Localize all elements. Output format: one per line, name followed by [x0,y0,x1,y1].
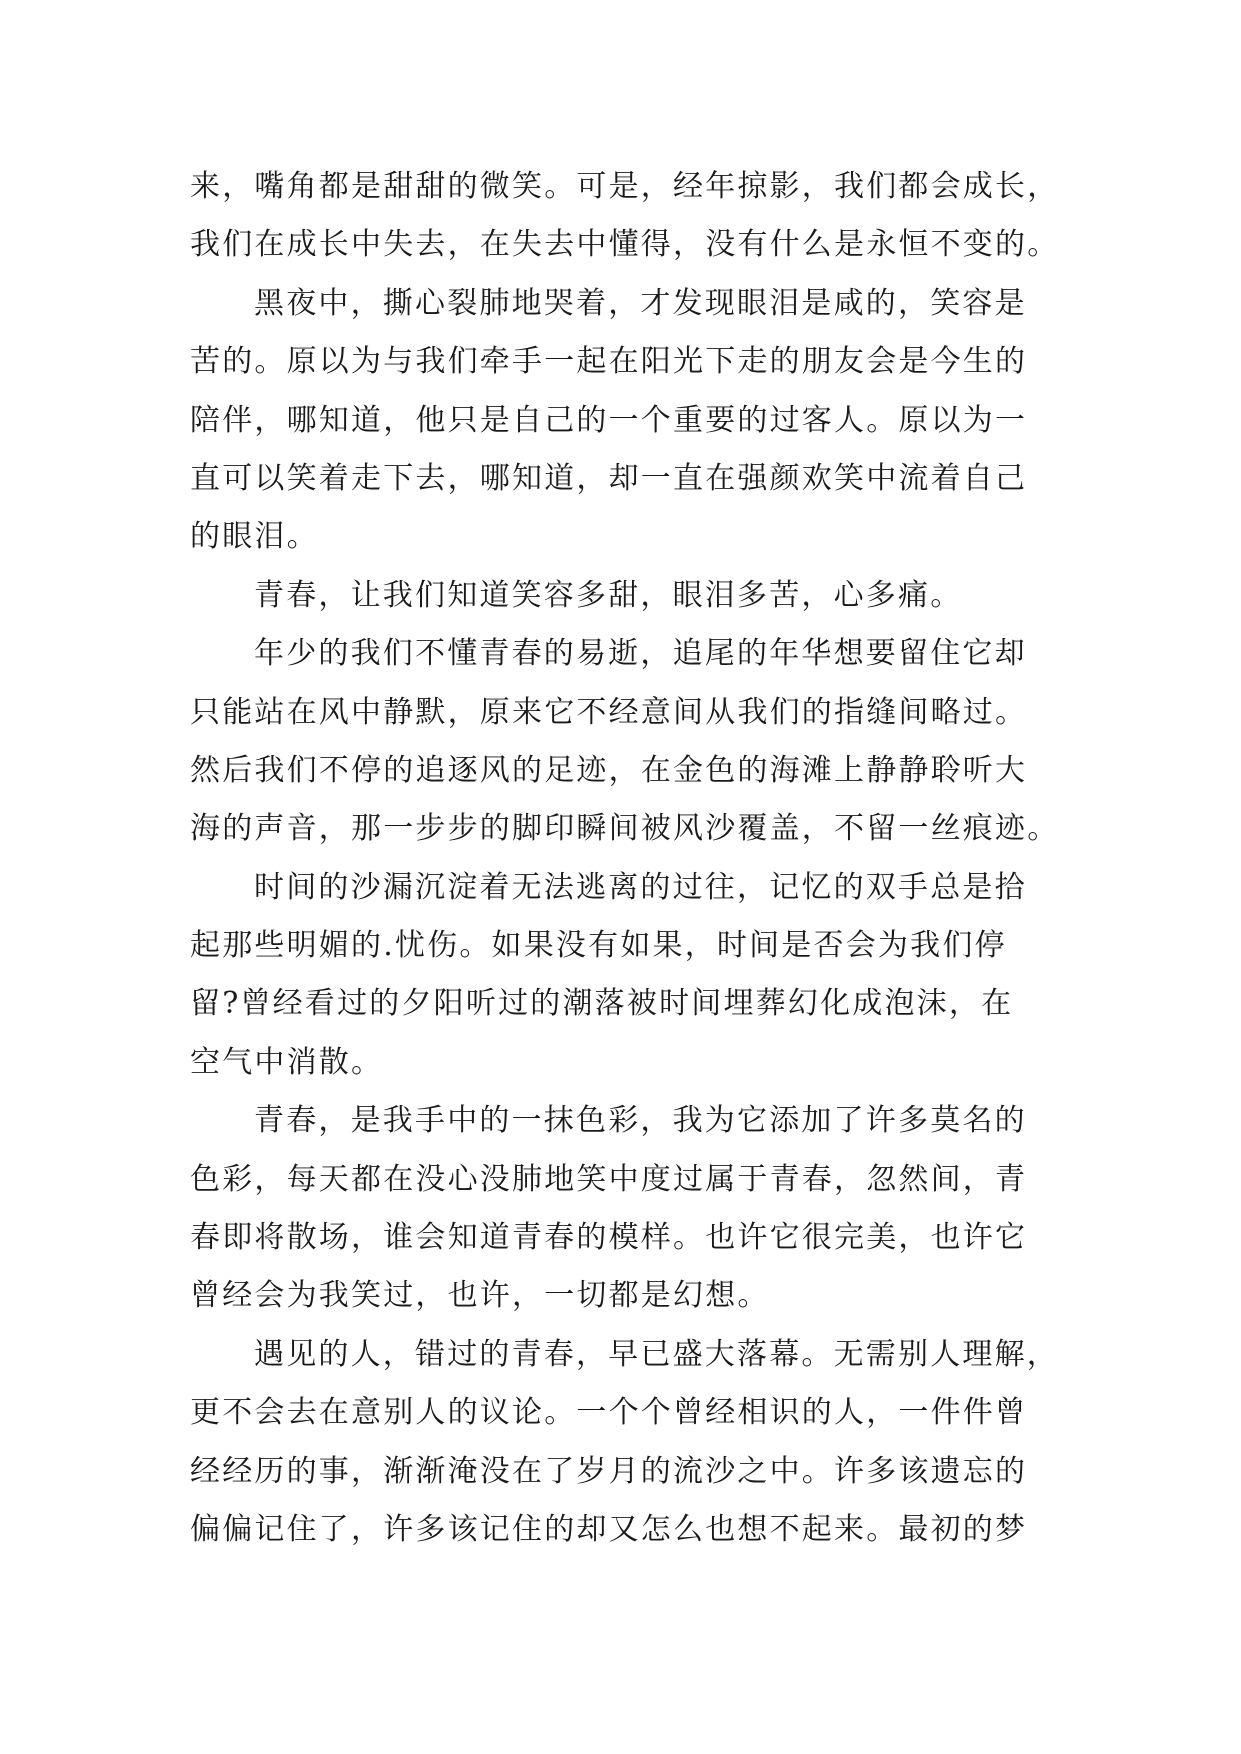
text-line: 起那些明媚的.忧伤。如果没有如果，时间是否会为我们停 [190,928,1007,964]
text-line: 的眼泪。 [190,519,319,555]
text-line: 黑夜中，撕心裂肺地哭着，才发现眼泪是咸的，笑容是 [254,285,1027,321]
text-line: 直可以笑着走下去，哪知道，却一直在强颜欢笑中流着自己 [190,460,1028,496]
text-line: 青春，让我们知道笑容多甜，眼泪多苦，心多痛。 [254,577,963,613]
body-text [190,158,1060,1559]
text-line: 春即将散场，谁会知道青春的模样。也许它很完美，也许它 [190,1220,1028,1256]
text-line: 陪伴，哪知道，他只是自己的一个重要的过客人。原以为一 [190,402,1028,438]
text-line: 留?曾经看过的夕阳听过的潮落被时间埋葬幻化成泡沫，在 [190,986,1014,1022]
text-line: 来，嘴角都是甜甜的微笑。可是，经年掠影，我们都会成长， [190,169,1060,204]
text-line: 海的声音，那一步步的脚印瞬间被风沙覆盖，不留一丝痕迹。 [190,811,1060,847]
text-line: 更不会去在意别人的议论。一个个曾经相识的人，一件件曾 [190,1395,1028,1431]
text-line: 色彩，每天都在没心没肺地笑中度过属于青春，忽然间，青 [190,1161,1028,1197]
text-line: 我们在成长中失去，在失去中懂得，没有什么是永恒不变的。 [190,227,1060,263]
text-line: 偏偏记住了，许多该记住的却又怎么也想不起来。最初的梦 [190,1511,1028,1547]
text-line: 年少的我们不懂青春的易逝，追尾的年华想要留住它却 [254,636,1027,672]
text-line: 曾经会为我笑过，也许，一切都是幻想。 [190,1278,770,1314]
text-line: 然后我们不停的追逐风的足迹，在金色的海滩上静静聆听大 [190,752,1028,788]
text-line: 只能站在风中静默，原来它不经意间从我们的指缝间略过。 [190,694,1028,730]
text-line: 苦的。原以为与我们牵手一起在阳光下走的朋友会是今生的 [190,344,1028,380]
text-line: 青春，是我手中的一抹色彩，我为它添加了许多莫名的 [254,1103,1027,1139]
text-line: 空气中消散。 [190,1044,384,1080]
text-line: 时间的沙漏沉淀着无法逃离的过往，记忆的双手总是拾 [254,869,1027,905]
text-line: 遇见的人，错过的青春，早已盛大落幕。无需别人理解， [254,1336,1059,1372]
text-line: 经经历的事，渐渐淹没在了岁月的流沙之中。许多该遗忘的 [190,1453,1028,1489]
